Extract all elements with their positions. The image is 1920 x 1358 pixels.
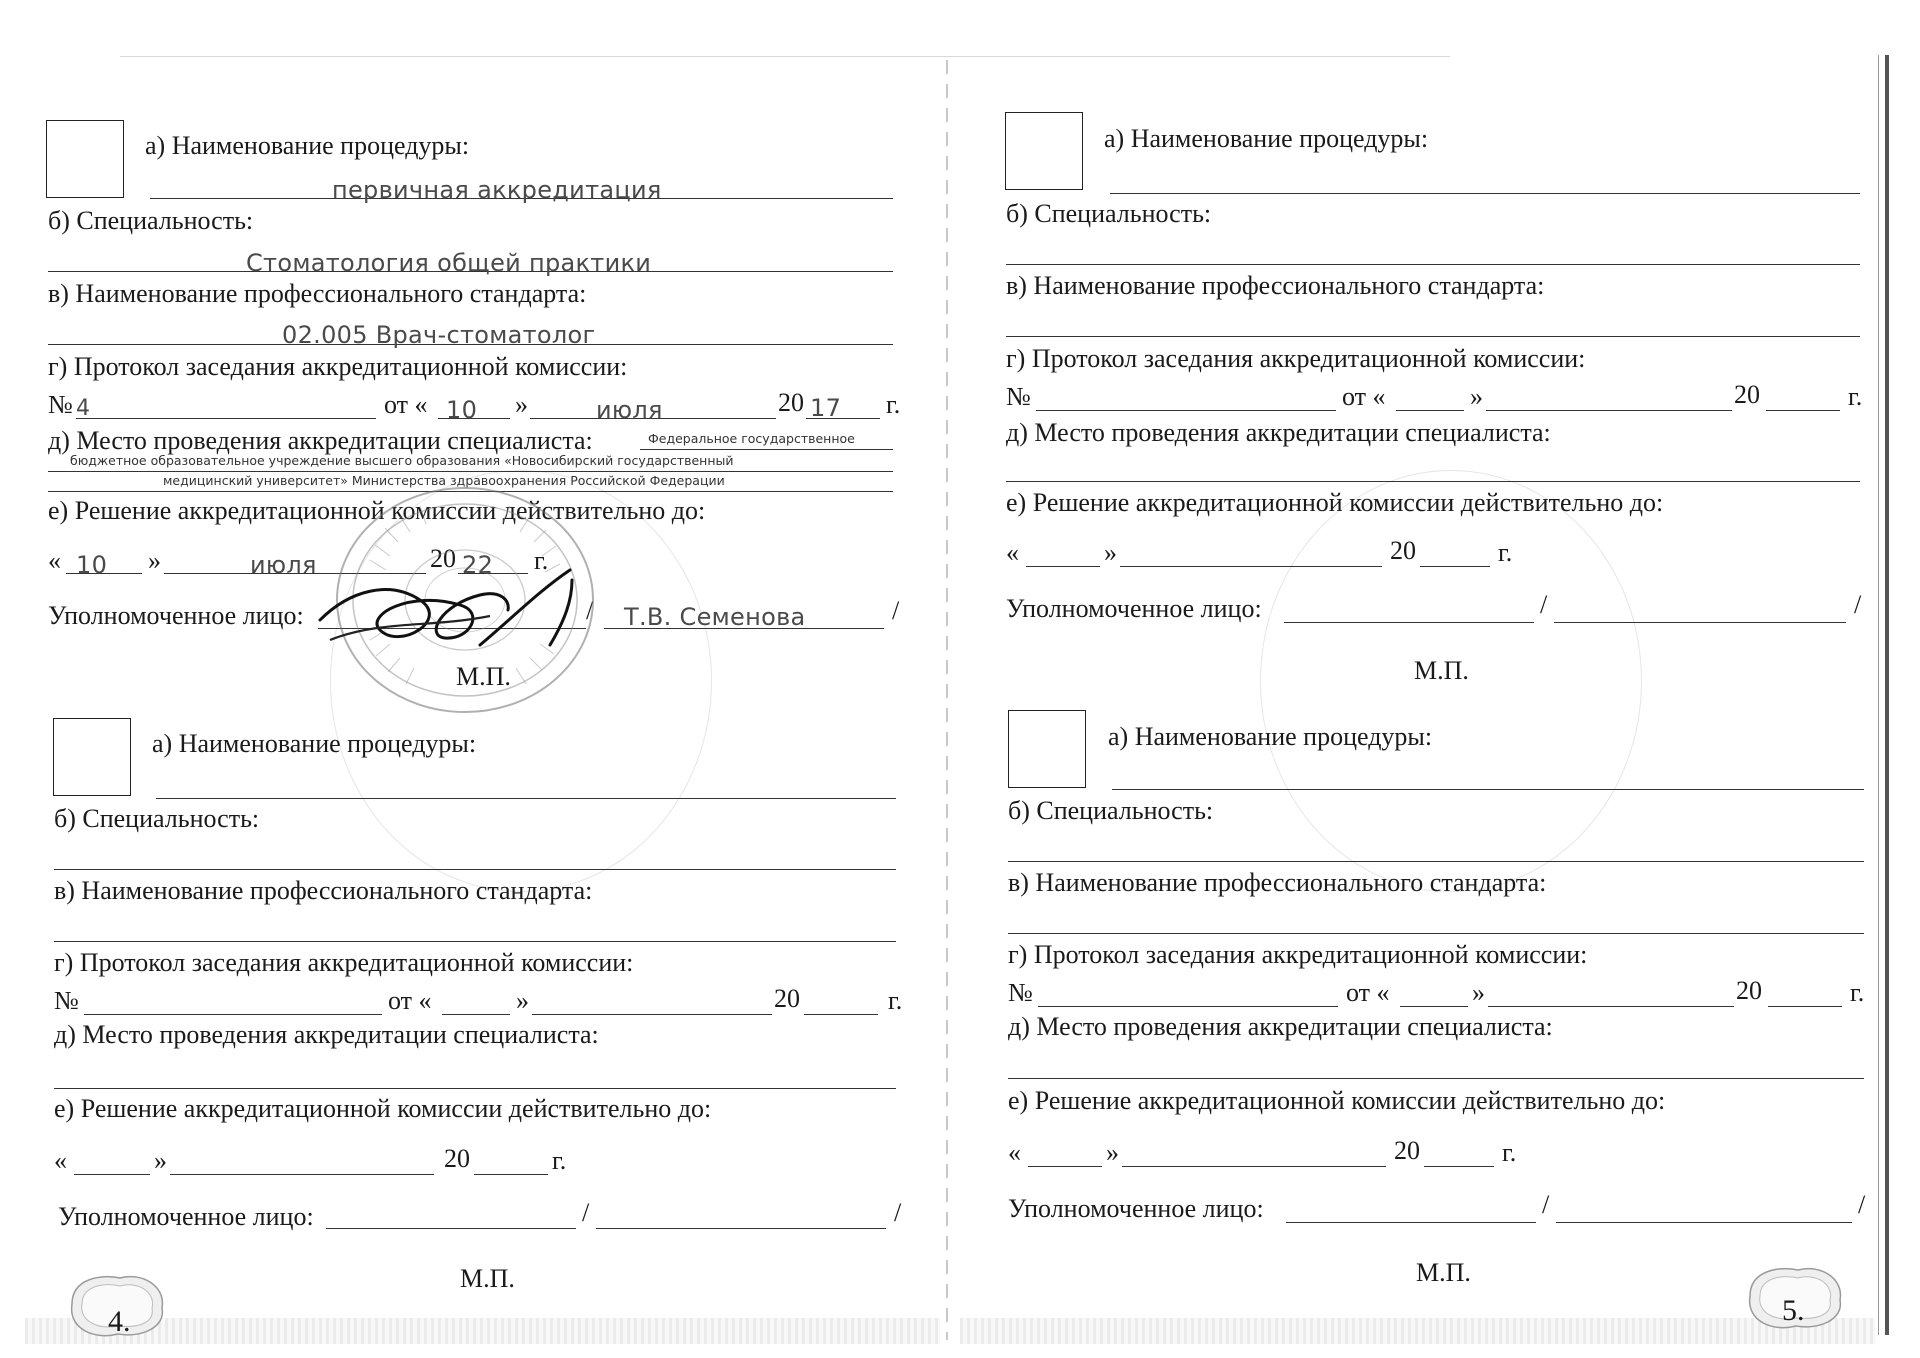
authorized-name-line[interactable]	[1556, 1222, 1852, 1223]
specialty-line[interactable]	[54, 869, 896, 870]
procedure-label: а) Наименование процедуры:	[152, 729, 477, 758]
protocol-number-line[interactable]	[1036, 410, 1336, 411]
page-number-right: 5.	[1782, 1294, 1805, 1327]
protocol-year-value: 17	[810, 394, 842, 422]
authorized-label: Уполномоченное лицо:	[1006, 594, 1262, 623]
authorized-slash-1: /	[1540, 590, 1548, 619]
protocol-from-label: от «	[1346, 978, 1390, 1007]
entry-checkbox-2[interactable]	[1005, 112, 1083, 190]
authorized-label: Уполномоченное лицо:	[1008, 1194, 1264, 1223]
protocol-year-line	[806, 418, 880, 419]
place-line-2	[48, 471, 893, 472]
authorized-label: Уполномоченное лицо:	[48, 601, 304, 630]
valid-until-label: е) Решение аккредитационной комиссии действительно до:	[1006, 488, 1664, 517]
protocol-number-sign: №	[1008, 978, 1033, 1007]
valid-year-prefix: 20	[444, 1144, 470, 1173]
entry-checkbox-3[interactable]	[53, 718, 131, 796]
stamp-place-label: М.П.	[1416, 1258, 1471, 1287]
valid-month-value: июля	[250, 551, 317, 579]
stamp-place-label: М.П.	[1414, 656, 1469, 685]
standard-line[interactable]	[1006, 336, 1860, 337]
authorized-name-value: Т.В. Семенова	[624, 603, 806, 631]
left-page	[0, 0, 950, 1358]
standard-line[interactable]	[1008, 933, 1864, 934]
procedure-label: а) Наименование процедуры:	[1108, 722, 1433, 751]
valid-close-quote: »	[154, 1146, 167, 1175]
protocol-day-line[interactable]	[1400, 1006, 1468, 1007]
specialty-line[interactable]	[1006, 264, 1860, 265]
accreditation-entry-3	[0, 700, 950, 1340]
valid-open-quote: «	[1008, 1138, 1021, 1167]
place-line[interactable]	[54, 1088, 896, 1089]
valid-month-line[interactable]	[1122, 1166, 1386, 1167]
protocol-year-prefix: 20	[778, 388, 804, 417]
standard-value: 02.005 Врач-стоматолог	[282, 321, 596, 349]
right-page	[950, 0, 1920, 1358]
authorized-name-line[interactable]	[1554, 622, 1846, 623]
valid-close-quote: »	[1106, 1138, 1119, 1167]
standard-label: в) Наименование профессионального стандарта:	[48, 279, 587, 308]
place-value-line1: Федеральное государственное	[648, 431, 855, 446]
valid-day-line[interactable]	[1026, 566, 1100, 567]
place-line[interactable]	[1006, 481, 1860, 482]
standard-label: в) Наименование профессионального стандарта:	[1006, 271, 1545, 300]
protocol-from-label: от «	[384, 390, 428, 419]
protocol-month-line[interactable]	[1488, 1006, 1734, 1007]
specialty-label: б) Специальность:	[1008, 796, 1214, 825]
protocol-month-line[interactable]	[532, 1014, 772, 1015]
protocol-from-label: от «	[388, 986, 432, 1015]
protocol-year-prefix: 20	[1734, 380, 1760, 409]
protocol-year-suffix: г.	[1850, 978, 1865, 1007]
accreditation-entry-4	[950, 700, 1920, 1340]
protocol-year-line[interactable]	[1766, 410, 1840, 411]
valid-year-suffix: г.	[552, 1146, 567, 1175]
standard-label: в) Наименование профессионального стандарта:	[1008, 868, 1547, 897]
protocol-number-sign: №	[54, 986, 79, 1015]
protocol-year-line[interactable]	[1768, 1006, 1842, 1007]
specialty-label: б) Специальность:	[54, 804, 260, 833]
protocol-close-quote: »	[515, 390, 528, 419]
valid-month-line[interactable]	[1120, 566, 1382, 567]
protocol-year-prefix: 20	[774, 984, 800, 1013]
place-value-line3: медицинский университет» Министерства здравоохранения Российской Федерации	[163, 473, 725, 488]
protocol-label: г) Протокол заседания аккредитационной комиссии:	[54, 948, 634, 977]
valid-year-line[interactable]	[1424, 1166, 1494, 1167]
protocol-number-sign: №	[1006, 382, 1031, 411]
entry-checkbox-4[interactable]	[1008, 710, 1086, 788]
authorized-name-line[interactable]	[596, 1228, 886, 1229]
protocol-year-prefix: 20	[1736, 976, 1762, 1005]
stamp-place-label: М.П.	[456, 662, 511, 691]
standard-label: в) Наименование профессионального стандарта:	[54, 876, 593, 905]
authorized-signature-line[interactable]	[1284, 622, 1534, 623]
protocol-year-suffix: г.	[888, 986, 903, 1015]
accreditation-entry-2	[950, 0, 1920, 700]
valid-month-line[interactable]	[170, 1174, 434, 1175]
protocol-day-line[interactable]	[442, 1014, 510, 1015]
protocol-from-label: от «	[1342, 382, 1386, 411]
authorized-slash-1: /	[586, 596, 594, 625]
protocol-day-line[interactable]	[1396, 410, 1464, 411]
procedure-line[interactable]	[156, 798, 896, 799]
protocol-label: г) Протокол заседания аккредитационной комиссии:	[1008, 940, 1588, 969]
protocol-number-line[interactable]	[84, 1014, 382, 1015]
signature-graphic	[310, 546, 630, 670]
place-label: д) Место проведения аккредитации специалиста:	[1006, 418, 1551, 447]
specialty-line[interactable]	[1008, 861, 1864, 862]
entry-checkbox-1[interactable]	[46, 120, 124, 198]
valid-close-quote: »	[1104, 538, 1117, 567]
place-line[interactable]	[1008, 1078, 1864, 1079]
valid-year-suffix: г.	[534, 546, 549, 575]
valid-year-suffix: г.	[1502, 1138, 1517, 1167]
valid-until-label: е) Решение аккредитационной комиссии действительно до:	[48, 496, 706, 525]
place-label: д) Место проведения аккредитации специалиста:	[48, 426, 593, 455]
place-label: д) Место проведения аккредитации специалиста:	[54, 1020, 599, 1049]
protocol-year-suffix: г.	[886, 390, 901, 419]
valid-year-line[interactable]	[1420, 566, 1490, 567]
page-number-left: 4.	[108, 1305, 131, 1338]
valid-day-value: 10	[76, 551, 108, 579]
valid-year-line[interactable]	[474, 1174, 548, 1175]
protocol-day-value: 10	[446, 396, 478, 424]
procedure-label: а) Наименование процедуры:	[145, 131, 470, 160]
authorized-slash-1: /	[582, 1198, 590, 1227]
authorized-signature-line[interactable]	[326, 1228, 576, 1229]
procedure-label: а) Наименование процедуры:	[1104, 124, 1429, 153]
procedure-value: первичная аккредитация	[332, 176, 662, 204]
standard-line[interactable]	[54, 941, 896, 942]
protocol-number-line	[76, 418, 376, 419]
valid-open-quote: «	[48, 546, 61, 575]
place-line-1	[640, 449, 893, 450]
authorized-slash-2: /	[1854, 590, 1862, 619]
valid-until-label: е) Решение аккредитационной комиссии действительно до:	[1008, 1086, 1666, 1115]
authorized-slash-1: /	[1542, 1190, 1550, 1219]
protocol-close-quote: »	[1470, 382, 1483, 411]
specialty-label: б) Специальность:	[1006, 199, 1212, 228]
protocol-close-quote: »	[1472, 978, 1485, 1007]
protocol-year-line[interactable]	[804, 1014, 878, 1015]
valid-day-line[interactable]	[1028, 1166, 1102, 1167]
valid-year-suffix: г.	[1498, 538, 1513, 567]
protocol-close-quote: »	[516, 986, 529, 1015]
authorized-signature-line[interactable]	[1286, 1222, 1536, 1223]
valid-year-prefix: 20	[1394, 1136, 1420, 1165]
protocol-number-line[interactable]	[1038, 1006, 1338, 1007]
place-value-line2: бюджетное образовательное учреждение высшего образования «Новосибирский государственный	[70, 453, 734, 468]
valid-close-quote: »	[148, 546, 161, 575]
valid-year-prefix: 20	[430, 544, 456, 573]
authorized-slash-2: /	[894, 1198, 902, 1227]
stamp-place-label: М.П.	[460, 1264, 515, 1293]
valid-open-quote: «	[1006, 538, 1019, 567]
protocol-year-suffix: г.	[1848, 382, 1863, 411]
authorized-label: Уполномоченное лицо:	[58, 1202, 314, 1231]
procedure-line[interactable]	[1112, 789, 1864, 790]
valid-open-quote: «	[54, 1146, 67, 1175]
protocol-month-line[interactable]	[1486, 410, 1732, 411]
procedure-line[interactable]	[1110, 193, 1860, 194]
protocol-label: г) Протокол заседания аккредитационной комиссии:	[1006, 344, 1586, 373]
valid-year-prefix: 20	[1390, 536, 1416, 565]
valid-until-label: е) Решение аккредитационной комиссии действительно до:	[54, 1094, 712, 1123]
place-label: д) Место проведения аккредитации специалиста:	[1008, 1012, 1553, 1041]
protocol-month-value: июля	[596, 396, 663, 424]
specialty-value: Стоматология общей практики	[246, 249, 652, 277]
accreditation-entry-1	[0, 0, 950, 700]
protocol-number-sign: №	[48, 390, 73, 419]
protocol-number-value: 4	[76, 396, 91, 421]
protocol-label: г) Протокол заседания аккредитационной комиссии:	[48, 352, 628, 381]
valid-year-value: 22	[462, 551, 494, 579]
authorized-slash-2: /	[1858, 1190, 1866, 1219]
authorized-slash-2: /	[892, 596, 900, 625]
specialty-label: б) Специальность:	[48, 206, 254, 235]
valid-day-line[interactable]	[74, 1174, 150, 1175]
